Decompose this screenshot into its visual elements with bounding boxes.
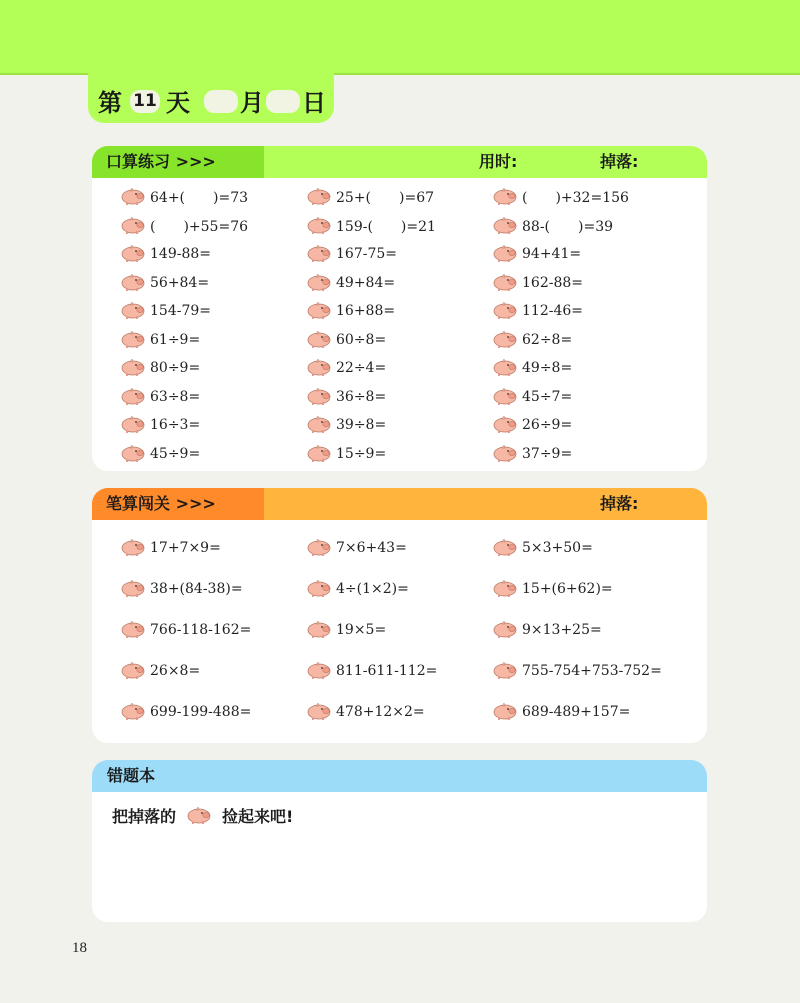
month-field[interactable] bbox=[204, 90, 238, 113]
problem-text: 26×8= bbox=[150, 663, 201, 679]
problem-text: 699-199-488= bbox=[150, 704, 252, 720]
pig-icon bbox=[306, 330, 332, 350]
problem-item bbox=[306, 386, 386, 408]
problem-item bbox=[120, 243, 211, 265]
problem-item bbox=[492, 272, 583, 294]
problem-item bbox=[120, 357, 200, 379]
problem-text: 64+( )=73 bbox=[150, 190, 249, 206]
problem-text: 49+84= bbox=[336, 274, 396, 291]
problem-item bbox=[306, 272, 395, 294]
problem-text: 25+( )=67 bbox=[336, 190, 435, 206]
problem-item bbox=[306, 215, 436, 237]
pig-icon bbox=[120, 661, 146, 681]
problem-text: 61÷9= bbox=[150, 331, 201, 348]
pig-icon bbox=[306, 216, 332, 236]
day-label: 日 bbox=[302, 89, 326, 117]
problem-item bbox=[492, 701, 630, 723]
pig-icon bbox=[492, 387, 518, 407]
problem-item bbox=[492, 243, 581, 265]
mistakes-prompt-before: 把掉落的 bbox=[112, 807, 177, 826]
pig-icon bbox=[492, 244, 518, 264]
pig-icon bbox=[120, 273, 146, 293]
problem-text: 56+84= bbox=[150, 274, 210, 291]
problem-text: 16÷3= bbox=[150, 417, 201, 433]
dropped-label: 掉落: bbox=[600, 152, 639, 171]
pig-icon bbox=[492, 415, 518, 435]
pig-icon bbox=[120, 415, 146, 435]
pig-icon bbox=[492, 538, 518, 558]
pig-icon bbox=[306, 620, 332, 640]
problem-item bbox=[306, 414, 386, 436]
month-label: 月 bbox=[240, 89, 264, 117]
pig-icon bbox=[492, 301, 518, 321]
pig-icon bbox=[120, 216, 146, 236]
day-number: 11 bbox=[130, 90, 160, 113]
problem-text: 162-88= bbox=[522, 274, 583, 291]
pig-icon bbox=[120, 579, 146, 599]
problem-item bbox=[306, 300, 395, 322]
problem-text: 755-754+753-752= bbox=[522, 663, 662, 679]
day-prefix: 第 bbox=[98, 89, 122, 117]
problem-item bbox=[120, 537, 221, 559]
problem-text: 88-( )=39 bbox=[522, 218, 614, 235]
problem-item bbox=[492, 329, 572, 351]
day-field[interactable] bbox=[266, 90, 300, 113]
problem-text: 766-118-162= bbox=[150, 622, 252, 638]
mental-math-header bbox=[92, 146, 707, 178]
page-number: 18 bbox=[72, 940, 87, 956]
day-suffix: 天 bbox=[166, 89, 190, 117]
pig-icon bbox=[492, 187, 518, 207]
pig-icon bbox=[120, 244, 146, 264]
problem-item bbox=[492, 578, 613, 600]
problem-item bbox=[120, 186, 248, 208]
pig-icon bbox=[492, 661, 518, 681]
problem-text: ( )+32=156 bbox=[522, 190, 629, 206]
problem-item bbox=[306, 619, 386, 641]
problem-text: 38+(84-38)= bbox=[150, 581, 243, 597]
pig-icon bbox=[120, 358, 146, 378]
problem-item bbox=[120, 414, 200, 436]
pig-icon bbox=[120, 301, 146, 321]
problem-text: 94+41= bbox=[522, 246, 582, 262]
top-banner bbox=[0, 0, 800, 75]
problem-text: 4÷(1×2)= bbox=[336, 581, 409, 597]
written-math-title: 笔算闯关 >>> bbox=[92, 488, 264, 520]
problem-text: 159-( )=21 bbox=[336, 218, 436, 235]
problem-text: 5×3+50= bbox=[522, 540, 593, 556]
problem-text: 154-79= bbox=[150, 303, 211, 319]
problem-item bbox=[306, 443, 386, 465]
pig-icon bbox=[306, 444, 332, 464]
problem-text: 167-75= bbox=[336, 246, 397, 262]
problem-item bbox=[492, 215, 613, 237]
problem-item bbox=[120, 619, 251, 641]
pig-icon bbox=[306, 187, 332, 207]
problem-text: 689-489+157= bbox=[522, 704, 631, 720]
problem-item bbox=[306, 243, 397, 265]
mistakes-prompt bbox=[112, 804, 293, 827]
problem-item bbox=[120, 300, 211, 322]
problem-text: 112-46= bbox=[522, 303, 583, 319]
problem-item bbox=[306, 357, 386, 379]
problem-text: 9×13+25= bbox=[522, 622, 602, 638]
mistakes-section bbox=[92, 760, 707, 922]
problem-item bbox=[120, 329, 200, 351]
problem-text: 16+88= bbox=[336, 303, 396, 319]
pig-icon bbox=[120, 187, 146, 207]
pig-icon bbox=[492, 702, 518, 722]
problem-text: 26÷9= bbox=[522, 417, 573, 433]
problem-item bbox=[492, 357, 572, 379]
problem-item bbox=[306, 578, 409, 600]
pig-icon bbox=[492, 620, 518, 640]
pig-icon bbox=[120, 538, 146, 558]
problem-item bbox=[120, 443, 200, 465]
problem-text: 36÷8= bbox=[336, 388, 387, 405]
pig-icon bbox=[306, 387, 332, 407]
problem-item bbox=[492, 443, 572, 465]
pig-icon bbox=[120, 444, 146, 464]
pig-icon bbox=[492, 330, 518, 350]
problem-text: 80÷9= bbox=[150, 360, 201, 376]
mistakes-title: 错题本 bbox=[107, 766, 156, 785]
problem-text: 478+12×2= bbox=[336, 704, 425, 720]
written-dropped-label: 掉落: bbox=[600, 494, 639, 513]
problem-text: 63÷8= bbox=[150, 388, 201, 405]
pig-icon bbox=[306, 358, 332, 378]
problem-text: 60÷8= bbox=[336, 331, 387, 348]
problem-item bbox=[492, 619, 602, 641]
written-math-header bbox=[92, 488, 707, 520]
pig-icon bbox=[306, 273, 332, 293]
problem-text: 7×6+43= bbox=[336, 540, 407, 556]
problem-text: ( )+55=76 bbox=[150, 218, 249, 235]
problem-text: 811-611-112= bbox=[336, 663, 438, 679]
problem-text: 45÷9= bbox=[150, 445, 201, 462]
problem-text: 15÷9= bbox=[336, 445, 387, 462]
pig-icon bbox=[492, 444, 518, 464]
problem-text: 19×5= bbox=[336, 622, 387, 638]
pig-icon bbox=[120, 330, 146, 350]
problem-text: 45÷7= bbox=[522, 388, 573, 405]
pig-icon bbox=[492, 273, 518, 293]
problem-text: 49÷8= bbox=[522, 360, 573, 376]
problem-text: 15+(6+62)= bbox=[522, 581, 613, 597]
pig-icon bbox=[306, 301, 332, 321]
pig-icon bbox=[120, 620, 146, 640]
problem-item bbox=[306, 660, 437, 682]
pig-icon bbox=[186, 806, 212, 826]
problem-item bbox=[492, 386, 572, 408]
problem-item bbox=[492, 537, 593, 559]
mental-math-title: 口算练习 >>> bbox=[92, 146, 264, 178]
problem-text: 149-88= bbox=[150, 246, 211, 262]
pig-icon bbox=[306, 538, 332, 558]
problem-item bbox=[120, 272, 209, 294]
mistakes-prompt-after: 捡起来吧! bbox=[222, 807, 294, 826]
pig-icon bbox=[492, 216, 518, 236]
problem-item bbox=[306, 537, 407, 559]
pig-icon bbox=[306, 415, 332, 435]
problem-text: 62÷8= bbox=[522, 331, 573, 348]
time-label: 用时: bbox=[479, 152, 518, 171]
problem-text: 39÷8= bbox=[336, 417, 387, 433]
problem-text: 17+7×9= bbox=[150, 540, 221, 556]
pig-icon bbox=[492, 358, 518, 378]
pig-icon bbox=[120, 387, 146, 407]
problem-item bbox=[306, 186, 434, 208]
problem-item bbox=[120, 215, 248, 237]
mental-math-section bbox=[92, 146, 707, 471]
problem-item bbox=[306, 329, 386, 351]
pig-icon bbox=[306, 579, 332, 599]
problem-item bbox=[120, 578, 243, 600]
mistakes-header bbox=[92, 760, 707, 792]
problem-item bbox=[120, 660, 200, 682]
problem-text: 37÷9= bbox=[522, 445, 573, 462]
problem-item bbox=[120, 701, 251, 723]
problem-text: 22÷4= bbox=[336, 360, 387, 376]
pig-icon bbox=[306, 244, 332, 264]
pig-icon bbox=[492, 579, 518, 599]
pig-icon bbox=[306, 661, 332, 681]
problem-item bbox=[492, 660, 662, 682]
written-math-section bbox=[92, 488, 707, 743]
pig-icon bbox=[306, 702, 332, 722]
pig-icon bbox=[120, 702, 146, 722]
problem-item bbox=[120, 386, 200, 408]
problem-item bbox=[492, 300, 583, 322]
problem-item bbox=[492, 414, 572, 436]
problem-item bbox=[306, 701, 425, 723]
problem-item bbox=[492, 186, 629, 208]
